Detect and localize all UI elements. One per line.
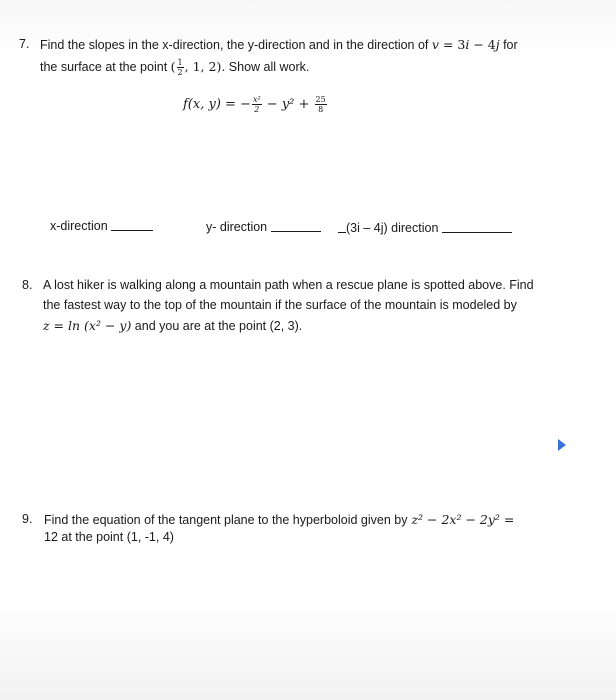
q7-line2: the surface at the point ( $\frac{1}{2}$ , 1, 2). Show all work. — [40, 58, 310, 77]
q8-line3 — [43, 318, 302, 333]
q9-line1-pre: Find the equation of the tangent plane to the hyperboloid given by — [44, 513, 408, 527]
q7-vector-i: i — [465, 37, 470, 52]
q7-point-frac-den: 2 — [177, 68, 183, 77]
q7-func-mid: − y² + — [262, 96, 314, 112]
q9-line1 — [44, 512, 514, 527]
q8-number: 8. — [22, 278, 33, 292]
q7-point-fraction — [177, 58, 184, 77]
q7-vector-eq: = 3 — [438, 37, 466, 52]
q7-func-frac1-den: 2 — [254, 105, 260, 114]
q7-for-text: for — [499, 38, 518, 52]
q7-show-work: Show all work. — [228, 59, 310, 74]
q7-func-frac2 — [315, 95, 327, 114]
q7-func-frac1-num: x² — [252, 95, 261, 104]
q7-number: 7. — [19, 37, 30, 51]
q9-line2: 12 at the point (1, -1, 4) — [44, 530, 174, 544]
q7-point-rest: , 1, 2). — [184, 58, 226, 74]
q7-line1-text: Find the slopes in the x-direction, the y-direction and in the direction of — [40, 38, 429, 52]
q7-func-frac2-den: 8 — [318, 105, 324, 114]
q7-x-answer-blank[interactable] — [111, 229, 153, 231]
q8-line2: the fastest way to the top of the mountain if the surface of the mountain is modeled by — [43, 298, 517, 312]
q7-line1 — [40, 37, 518, 52]
q7-function — [183, 95, 328, 114]
q7-x-label: x-direction — [50, 219, 108, 233]
q7-dir-lead-blank — [338, 231, 346, 233]
mouse-cursor-icon — [558, 439, 566, 451]
q7-answer-dir — [338, 221, 512, 235]
q7-vector-minus4: − 4 — [469, 37, 496, 52]
q8-equation: z = ln (x² − y) — [43, 318, 132, 333]
q7-point-frac-num: 1 — [177, 58, 183, 67]
q8-line1: A lost hiker is walking along a mountain path when a rescue plane is spotted above. Find — [43, 278, 534, 292]
q7-func-frac2-num: 25 — [315, 95, 326, 104]
q7-vector-v: v — [431, 37, 439, 52]
q7-dir-answer-blank[interactable] — [442, 231, 512, 233]
q7-answer-x — [50, 219, 153, 233]
q7-y-label: y- direction — [206, 220, 268, 234]
q7-y-answer-blank[interactable] — [271, 230, 321, 232]
q7-func-frac1 — [252, 95, 262, 114]
q7-line2-text: the surface at the point — [40, 59, 168, 74]
q7-func-lhs: f(x, y) = − — [183, 96, 251, 112]
q9-number: 9. — [22, 512, 33, 526]
q8-line3-post: and you are at the point (2, 3). — [131, 319, 303, 333]
q7-dir-label: (3i – 4j) direction — [346, 221, 439, 235]
q7-answer-y — [206, 220, 321, 234]
q7-vector-j: j — [495, 37, 500, 52]
q9-equation: z² − 2x² − 2y² = — [407, 512, 515, 527]
